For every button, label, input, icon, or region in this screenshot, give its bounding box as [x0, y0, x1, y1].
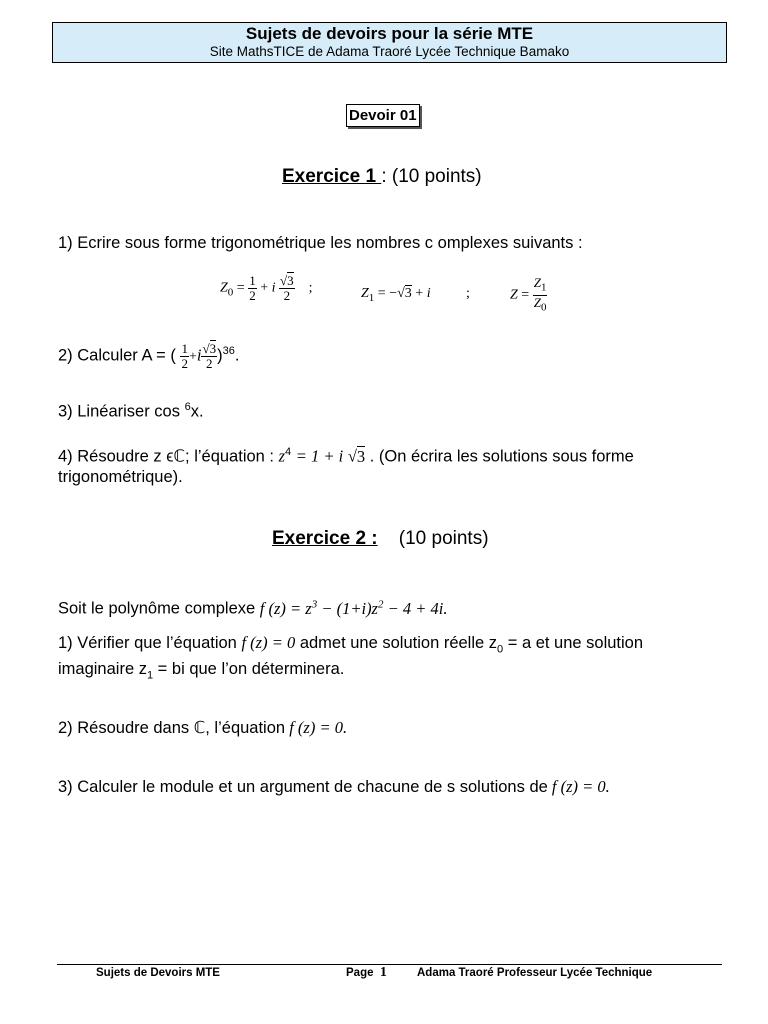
ex2-q1-line2a: imaginaire z: [58, 660, 147, 679]
q2-prefix: 2) Calculer A = (: [58, 346, 176, 365]
q2-suffix: ): [217, 346, 223, 365]
ex2-q1-a: 1) Vérifier que l’équation: [58, 634, 237, 652]
ex2-q3-text: 3) Calculer le module et un argument de chacune de s solutions de: [58, 778, 548, 796]
ex2-question-1: 1) Vérifier que l’équation f (z) = 0 admet une solution réelle $z_0 = a$ et une solution imaginaire $z_1$ = bi que l’on déterminera.: [58, 633, 644, 682]
devoir-label: Devoir 01: [346, 104, 420, 127]
footer-left: Sujets de Devoirs MTE: [96, 967, 220, 979]
ex2-question-3: 3) Calculer le module et un argument de chacune de s solutions de f (z) = 0.: [58, 777, 610, 796]
formula-z1: $Z_1 = -√3 + i$: [361, 286, 431, 304]
q4-suffix: . (On écrira les solutions sous forme: [369, 447, 634, 466]
footer-right: Adama Traoré Professeur Lycée Technique: [417, 967, 653, 979]
ex1-question-2: 2) Calculer A = ( $\frac{1}{2}$ +i $\frac{√3}{2}$ )$^{36}$.: [58, 340, 240, 371]
page-subtitle: Site MathsTICE de Adama Traoré Lycée Technique Bamako: [209, 44, 570, 59]
ex1-question-1: 1) Ecrire sous forme trigonométrique les nombres c omplexes suivants :: [58, 234, 583, 252]
ex2-q2-text: 2) Résoudre dans ℂ, l’équation: [58, 719, 286, 737]
formula-z: Z = $\frac{Z_1}{Z_0}$: [510, 275, 547, 314]
formula-z0: $Z_0$ = $\frac{1}{2}$ + i $\frac{√3}{2}$ ;: [220, 273, 313, 303]
ex1-question-3: [58, 397, 204, 422]
exercice1-title: Exercice 1: [282, 166, 382, 187]
footer-page: [346, 966, 387, 980]
formula-separator: ;: [466, 286, 470, 301]
q3-prefix: 3) Linéariser cos: [58, 402, 180, 421]
exercice1-points: : (10 points): [381, 166, 482, 187]
ex2-question-2: 2) Résoudre dans ℂ, l’équation f (z) = 0.: [58, 718, 348, 737]
page-title: Sujets de devoirs pour la série MTE: [245, 24, 534, 43]
footer-divider: [57, 964, 722, 965]
ex2-q1-c: = a et une solution: [503, 634, 644, 652]
exercice2-points: (10 points): [398, 528, 489, 549]
footer-page-number: 1: [379, 965, 387, 980]
ex2-q1-b: admet une solution réelle z: [299, 634, 498, 652]
exercice2-heading: [272, 528, 489, 550]
ex2-intro: Soit le polynôme complexe f $(z) = z^3 - (1+i)z^2 - 4 + 4i$.: [58, 598, 448, 618]
footer-page-label: Page: [346, 967, 374, 979]
ex2-intro-text: Soit le polynôme complexe: [58, 599, 256, 618]
exercice2-title: Exercice 2 :: [272, 528, 378, 549]
q2-exponent: 36: [222, 345, 235, 357]
ex2-q1-line2b: = bi que l’on déterminera.: [153, 660, 345, 679]
q4-prefix: 4) Résoudre z ϵℂ; l’équation :: [58, 447, 275, 466]
q3-exponent: 6: [184, 401, 191, 413]
ex1-question-4: 4) Résoudre z ϵℂ; l’équation : $z^4 = 1 + i$ √3 . (On écrira les solutions sous forme trigonométrique).: [58, 446, 634, 486]
exercice1-heading: [282, 166, 482, 188]
q4-line2: trigonométrique).: [58, 467, 183, 486]
q3-suffix: x.: [190, 402, 204, 421]
header-box: [52, 22, 727, 63]
